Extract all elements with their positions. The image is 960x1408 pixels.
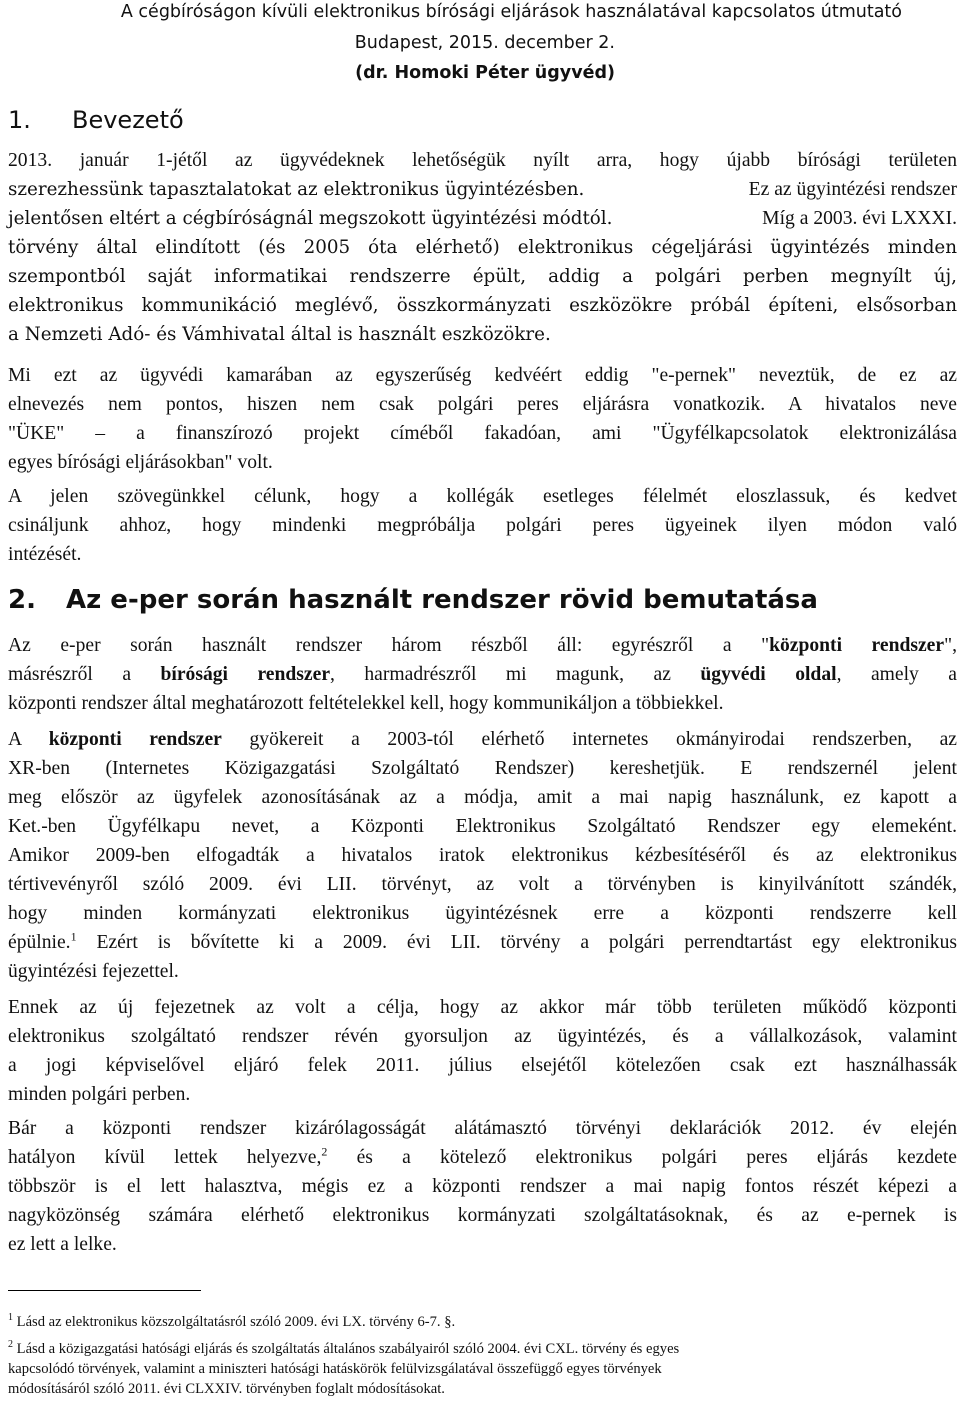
paragraph-line: minden polgári perben. <box>8 1084 191 1105</box>
footnote-2-line: kapcsolódó törvények, valamint a miniszteri hatósági hatáskörök felülvizsgálatával összefüggő egyes törvények <box>8 1361 662 1377</box>
footnote-ref[interactable]: 2 <box>321 1144 328 1159</box>
footnote-number: 2 <box>8 1339 13 1351</box>
footnote-text: Lásd a közigazgatási hatósági eljárás és szolgáltatás általános szabályairól szóló 2004. évi CXL. törvény és egyes <box>13 1341 680 1357</box>
paragraph-line <box>8 1144 957 1171</box>
paragraph-line: csináljunk ahhoz, hogy mindenki megpróbálja polgári peres ügyeinek ilyen módon való <box>8 515 957 536</box>
paragraph-line: többször is el lett halasztva, mégis ez a központi rendszer a mai napig fontos részét képezi a <box>8 1176 957 1197</box>
text-run: , harmadrészről mi magunk, az <box>330 664 701 685</box>
bold-term: ügyvédi oldal <box>700 664 837 685</box>
footnote-ref[interactable]: 1 <box>70 929 77 944</box>
paragraph-line: ez lett a lelke. <box>8 1234 117 1255</box>
document-title: A cégbíróságon kívüli elektronikus bírósági eljárások használatával kapcsolatos útmutató <box>120 2 902 22</box>
section-title: Az e-per során használt rendszer rövid bemutatása <box>66 585 818 615</box>
paragraph-line: Ennek az új fejezetnek az volt a célja, hogy az akkor már több területen működő központi <box>8 997 957 1018</box>
paragraph-line: A jelen szövegünkkel célunk, hogy a kollégák esetleges félelmét eloszlassuk, és kedvet <box>8 486 957 507</box>
paragraph-line: a Nemzeti Adó- és Vámhivatal által is használt eszközökre. <box>8 324 551 345</box>
footnote-1 <box>8 1312 957 1332</box>
section-2-heading <box>8 585 818 615</box>
footnote-2-line: módosításáról szóló 2011. évi CLXXIV. törvényben foglalt módosításokat. <box>8 1381 445 1397</box>
document-author: (dr. Homoki Péter ügyvéd) <box>355 63 615 83</box>
footnote-2 <box>8 1339 957 1359</box>
paragraph-line: 2013. január 1-jétől az ügyvédeknek lehetőségük nyílt arra, hogy újabb bírósági területen <box>8 150 957 171</box>
section-1-heading <box>8 106 184 134</box>
paragraph-line <box>8 661 957 688</box>
paragraph-line: nagyközönség számára elérhető elektronikus kormányzati szolgáltatásoknak, és az e-pernek is <box>8 1205 957 1226</box>
paragraph-line <box>8 726 957 753</box>
section-number: 2. <box>8 585 36 615</box>
footnote-text: Lásd az elektronikus közszolgáltatásról szóló 2009. évi LX. törvény 6-7. §. <box>13 1314 456 1330</box>
footnote-divider <box>8 1290 201 1291</box>
paragraph-line: XR-ben (Internetes Közigazgatási Szolgáltató Rendszer) kereshetjük. E rendszernél jelent <box>8 758 957 779</box>
paragraph-line: elektronikus kommunikáció meglévő, összkormányzati eszközökre próbál építeni, elsősorban <box>8 295 957 316</box>
paragraph-line: tértivevényről szóló 2009. évi LII. törvényt, az volt a törvényben is kinyilvánított szándék, <box>8 874 957 895</box>
text-run: , amely a <box>836 664 957 685</box>
paragraph-line: elektronikus szolgáltató rendszer révén gyorsuljon az ügyintézés, és a vállalkozások, valamint <box>8 1026 957 1047</box>
paragraph-line: meg először az ügyfelek azonosításának az a módja, amit a mai napig használunk, ez kapott a <box>8 787 957 808</box>
text-run: Az e-per során használt rendszer három részből áll: egyrészről a " <box>8 635 770 656</box>
document-date: Budapest, 2015. december 2. <box>354 33 615 53</box>
paragraph-line <box>8 632 957 659</box>
section-number: 1. <box>8 106 31 134</box>
paragraph-line: egyes bírósági eljárásokban" volt. <box>8 452 273 473</box>
text-run: és a kötelező elektronikus polgári peres eljárás kezdete <box>327 1147 958 1168</box>
sentence: szerezhessünk tapasztalatokat az elektronikus ügyintézésben. <box>8 179 585 200</box>
text-run: másrészről a <box>8 664 161 685</box>
sentence: jelentősen eltért a cégbíróságnál megszokott ügyintézési módtól. <box>8 208 613 229</box>
paragraph-line: "ÜKE" – a finanszírozó projekt címéből fakadóan, ami "Ügyfélkapcsolatok elektronizálása <box>8 423 957 444</box>
text-run: épülnie. <box>8 932 71 953</box>
section-title: Bevezető <box>72 106 184 134</box>
text-run: Ezért is bővítette ki a 2009. évi LII. törvény a polgári perrendtartást egy elektronikus <box>76 932 957 953</box>
bold-term: központi rendszer <box>769 635 945 656</box>
bold-term: bírósági rendszer <box>160 664 331 685</box>
paragraph-line: Ez az ügyintézési rendszer <box>748 179 957 200</box>
text-run: A <box>8 729 49 750</box>
paragraph-line: Míg a 2003. évi LXXXI. <box>762 208 957 229</box>
paragraph-line: szempontból saját informatikai rendszerre épült, addig a polgári perben megnyílt új, <box>8 266 957 287</box>
paragraph-line: elnevezés nem pontos, hiszen nem csak polgári peres eljárásra vonatkozik. A hivatalos neve <box>8 394 957 415</box>
text-run: hatályon kívül lettek helyezve, <box>8 1147 322 1168</box>
paragraph-line: Ket.-ben Ügyfélkapu nevet, a Központi Elektronikus Szolgáltató Rendszer egy elemeként. <box>8 816 957 837</box>
text-run: ", <box>944 635 957 656</box>
bold-term: központi rendszer <box>48 729 222 750</box>
paragraph-line: hogy minden kormányzati elektronikus ügyintézésnek erre a központi rendszerre kell <box>8 903 957 924</box>
paragraph-line: a jogi képviselővel eljáró felek 2011. július elsejétől kötelezően csak ezt használhassák <box>8 1055 957 1076</box>
text-run: gyökereit a 2003-tól elérhető internetes okmányirodai rendszerben, az <box>221 729 957 750</box>
paragraph-line: intézését. <box>8 544 82 565</box>
footnote-number: 1 <box>8 1312 13 1324</box>
paragraph-line: törvény által elindított (és 2005 óta elérhető) elektronikus cégeljárási ügyintézés minden <box>8 237 957 258</box>
paragraph-line: Bár a központi rendszer kizárólagosságát alátámasztó törvényi deklarációk 2012. év elején <box>8 1118 957 1139</box>
paragraph-line: Mi ezt az ügyvédi kamarában az egyszerűség kedvéért eddig "e-pernek" neveztük, de ez az <box>8 365 957 386</box>
paragraph-line: ügyintézési fejezettel. <box>8 961 179 982</box>
paragraph-line: Amikor 2009-ben elfogadták a hivatalos iratok elektronikus kézbesítéséről és az elektronikus <box>8 845 957 866</box>
paragraph-line: központi rendszer által meghatározott feltételekkel kell, hogy kommunikáljon a többiekkel. <box>8 693 724 714</box>
paragraph-line <box>8 929 957 956</box>
